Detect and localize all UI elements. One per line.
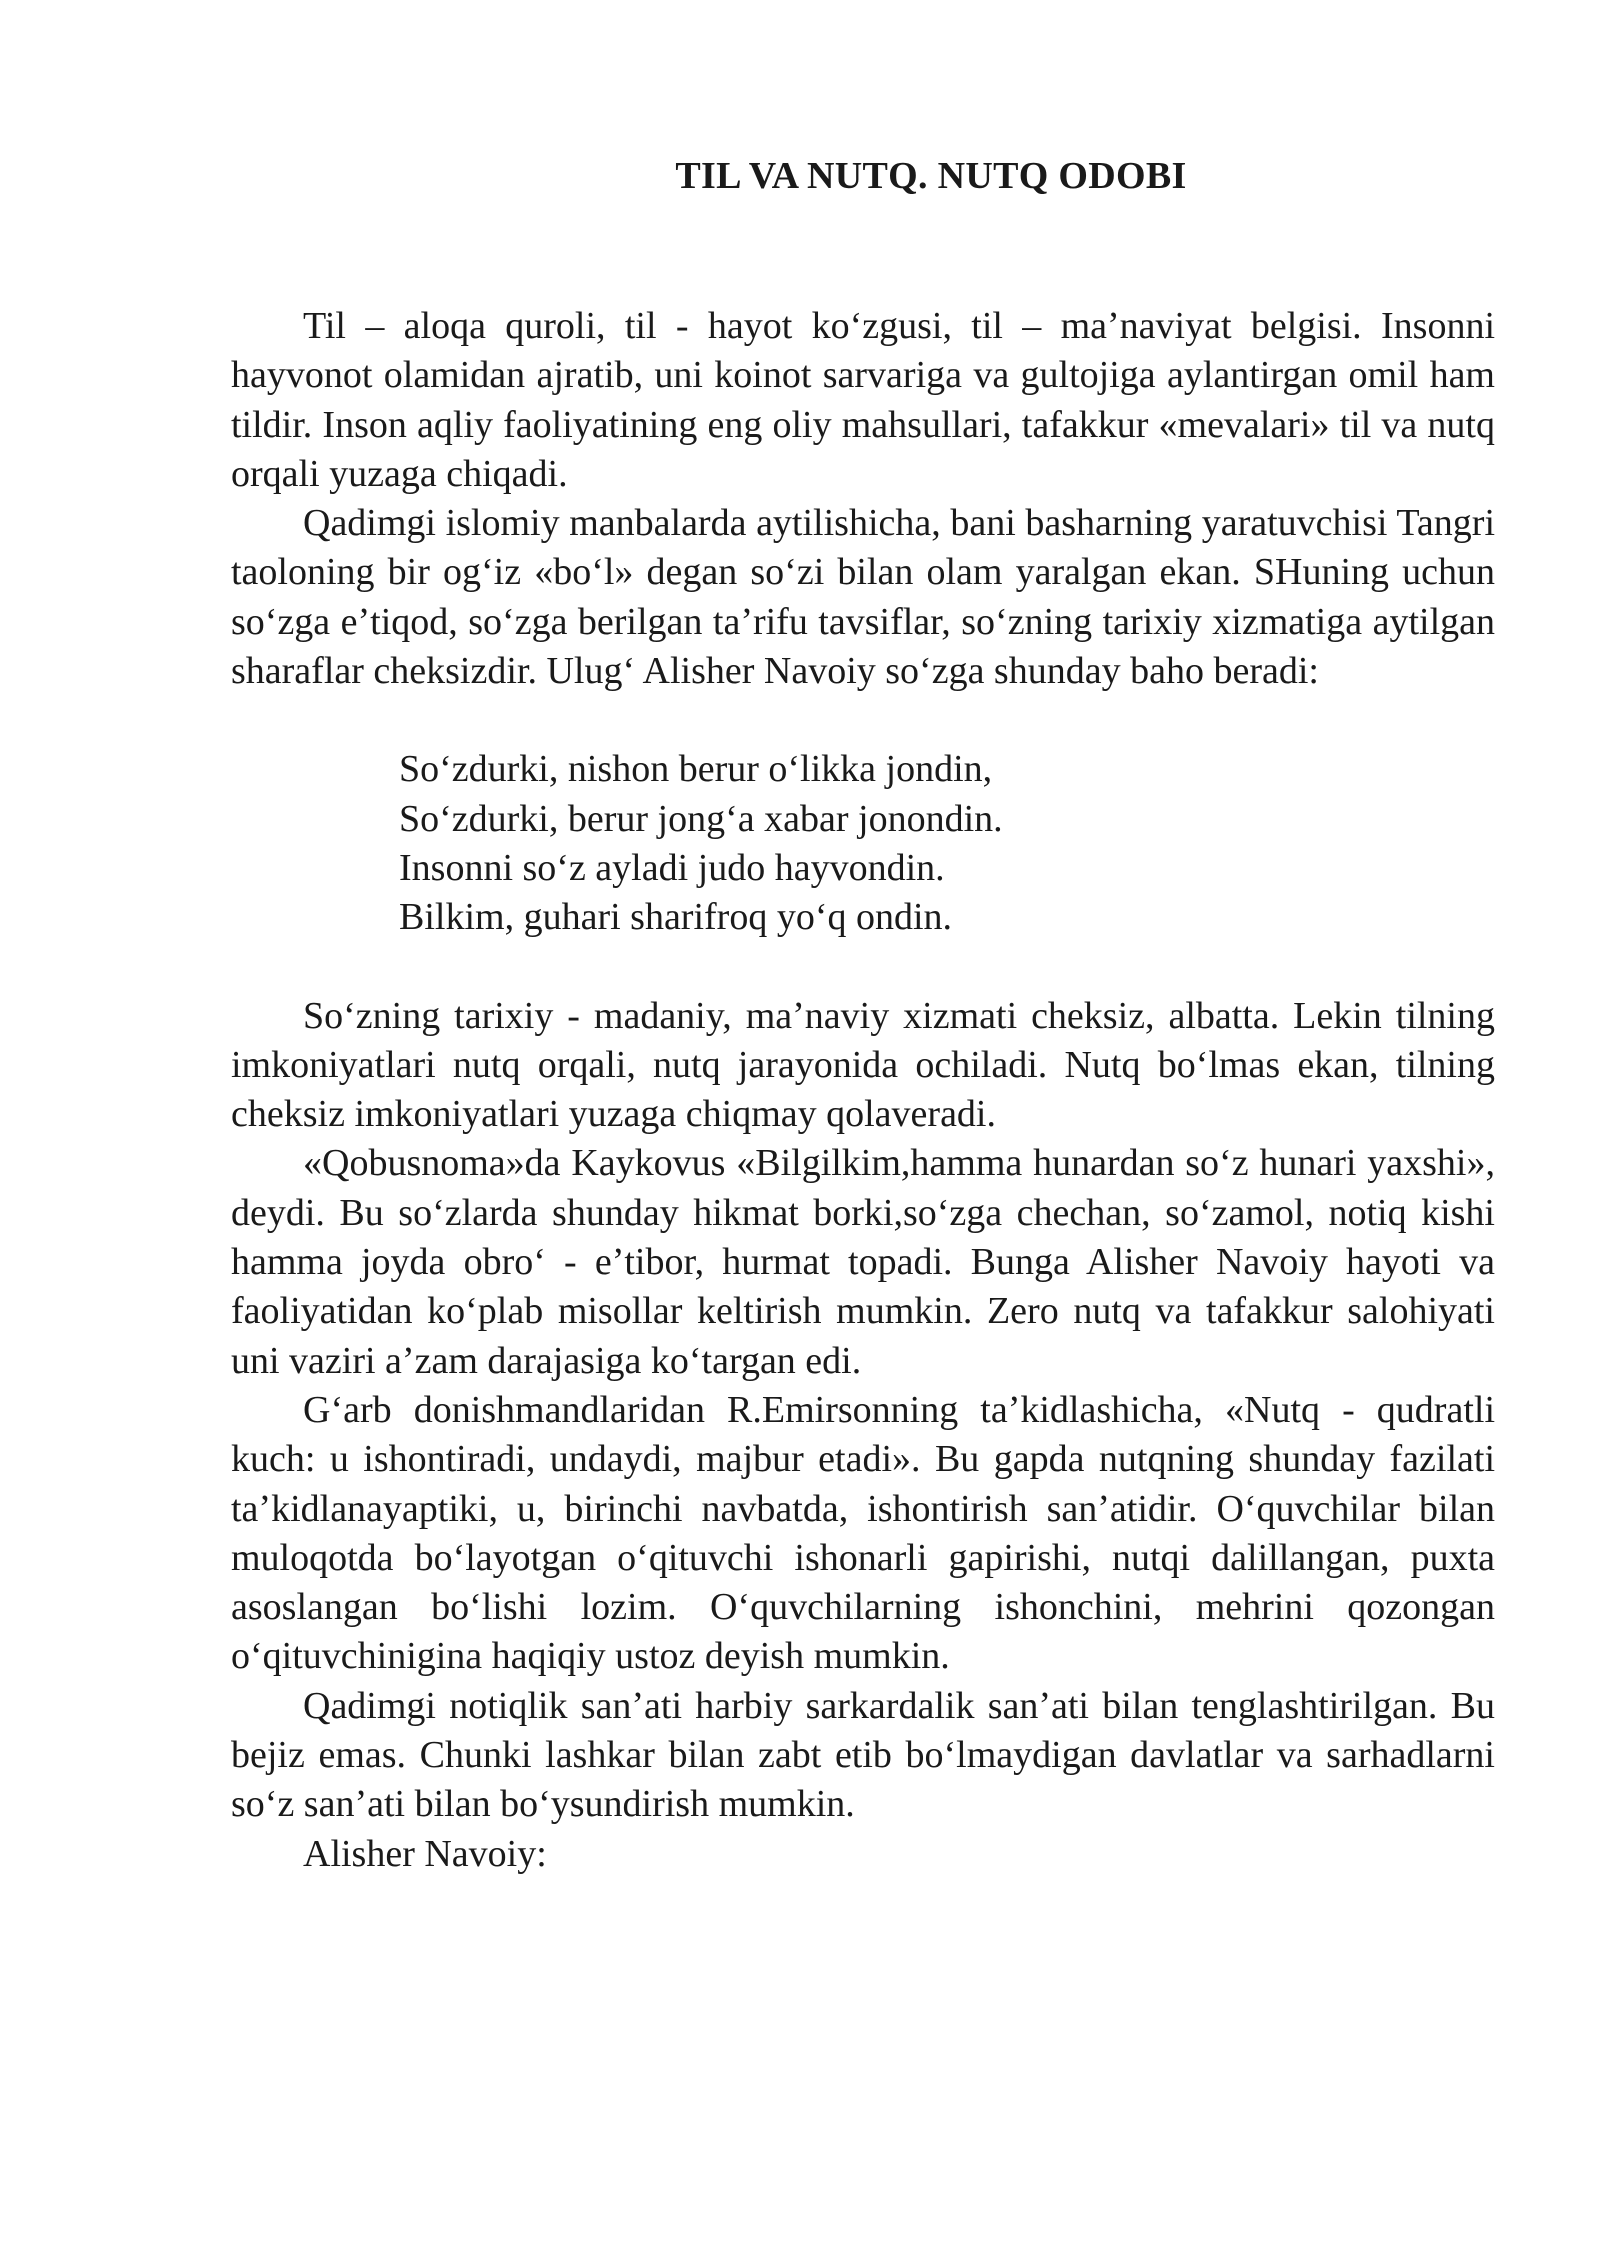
paragraph: Qadimgi notiqlik sanʼati harbiy sarkardalik sanʼati bilan tenglashtirilgan. Bu bejiz emas. Chunki lashkar bilan zabt etib boʻlmaydigan davlatlar va sarhadlarni soʻz sanʼati bilan boʻysundirish mumkin. bbox=[231, 1684, 1495, 1826]
poem-verse bbox=[399, 745, 1495, 942]
paragraph: Soʻzning tarixiy - madaniy, maʼnaviy xizmati cheksiz, albatta. Lekin tilning imkoniyatlari nutq orqali, nutq jarayonida ochiladi. Nutq boʻlmas ekan, tilning cheksiz imkoniyatlari yuzaga chiqmay qolaveradi. bbox=[231, 994, 1495, 1136]
document-body bbox=[231, 302, 1495, 1879]
paragraph: Qadimgi islomiy manbalarda aytilishicha, bani basharning yaratuvchisi Tangri taoloning bir ogʻiz «boʻl» degan soʻzi bilan olam yaralgan ekan. SHuning uchun soʻzga eʼtiqod, soʻzga berilgan taʼrifu tavsiflar, soʻzning tarixiy xizmatiga aytilgan sharaflar cheksizdir. Ulugʻ Alisher Navoiy soʻzga shunday baho beradi: bbox=[231, 502, 1495, 693]
paragraph: Alisher Navoiy: bbox=[303, 1832, 547, 1875]
paragraph: Gʻarb donishmandlaridan R.Emirsonning taʼkidlashicha, «Nutq - qudratli kuch: u ishontiradi, undaydi, majbur etadi». Bu gapda nutqning shunday fazilati taʼkidlanayaptiki, u, birinchi navbatda, ishontirish sanʼatidir. Oʻquvchilar bilan muloqotda boʻlayotgan oʻqituvchi ishonarli gapirishi, nutqi dalillangan, puxta asoslangan boʻlishi lozim. Oʻquvchilarning ishonchini, mehrini qozongan oʻqituvchinigina haqiqiy ustoz deyish mumkin. bbox=[231, 1388, 1495, 1678]
verse-line: Soʻzdurki, berur jongʻa xabar jonondin. bbox=[399, 797, 1003, 840]
paragraph: «Qobusnoma»da Kaykovus «Bilgilkim,hamma hunardan soʻz hunari yaxshi», deydi. Bu soʻzlarda shunday hikmat borki,soʻzga chechan, soʻzamol, notiq kishi hamma joyda obroʻ - eʼtibor, hurmat topadi. Bunga Alisher Navoiy hayoti va faoliyatidan koʻplab misollar keltirish mumkin. Zero nutq va tafakkur salohiyati uni vaziri aʼzam darajasiga koʻtargan edi. bbox=[231, 1142, 1495, 1382]
verse-line: Soʻzdurki, nishon berur oʻlikka jondin, bbox=[399, 748, 993, 791]
verse-line: Bilkim, guhari sharifroq yoʻq ondin. bbox=[399, 896, 953, 939]
paragraph: Til – aloqa quroli, til - hayot koʻzgusi, til – maʼnaviyat belgisi. Insonni hayvonot olamidan ajratib, uni koinot sarvariga va gultojiga aylantirgan omil ham tildir. Inson aqliy faoliyatining eng oliy mahsullari, tafakkur «mevalari» til va nutq orqali yuzaga chiqadi. bbox=[231, 305, 1495, 495]
document-title: TIL VA NUTQ. NUTQ ODOBI bbox=[675, 155, 1187, 197]
verse-line: Insonni soʻz ayladi judo hayvondin. bbox=[399, 846, 945, 889]
